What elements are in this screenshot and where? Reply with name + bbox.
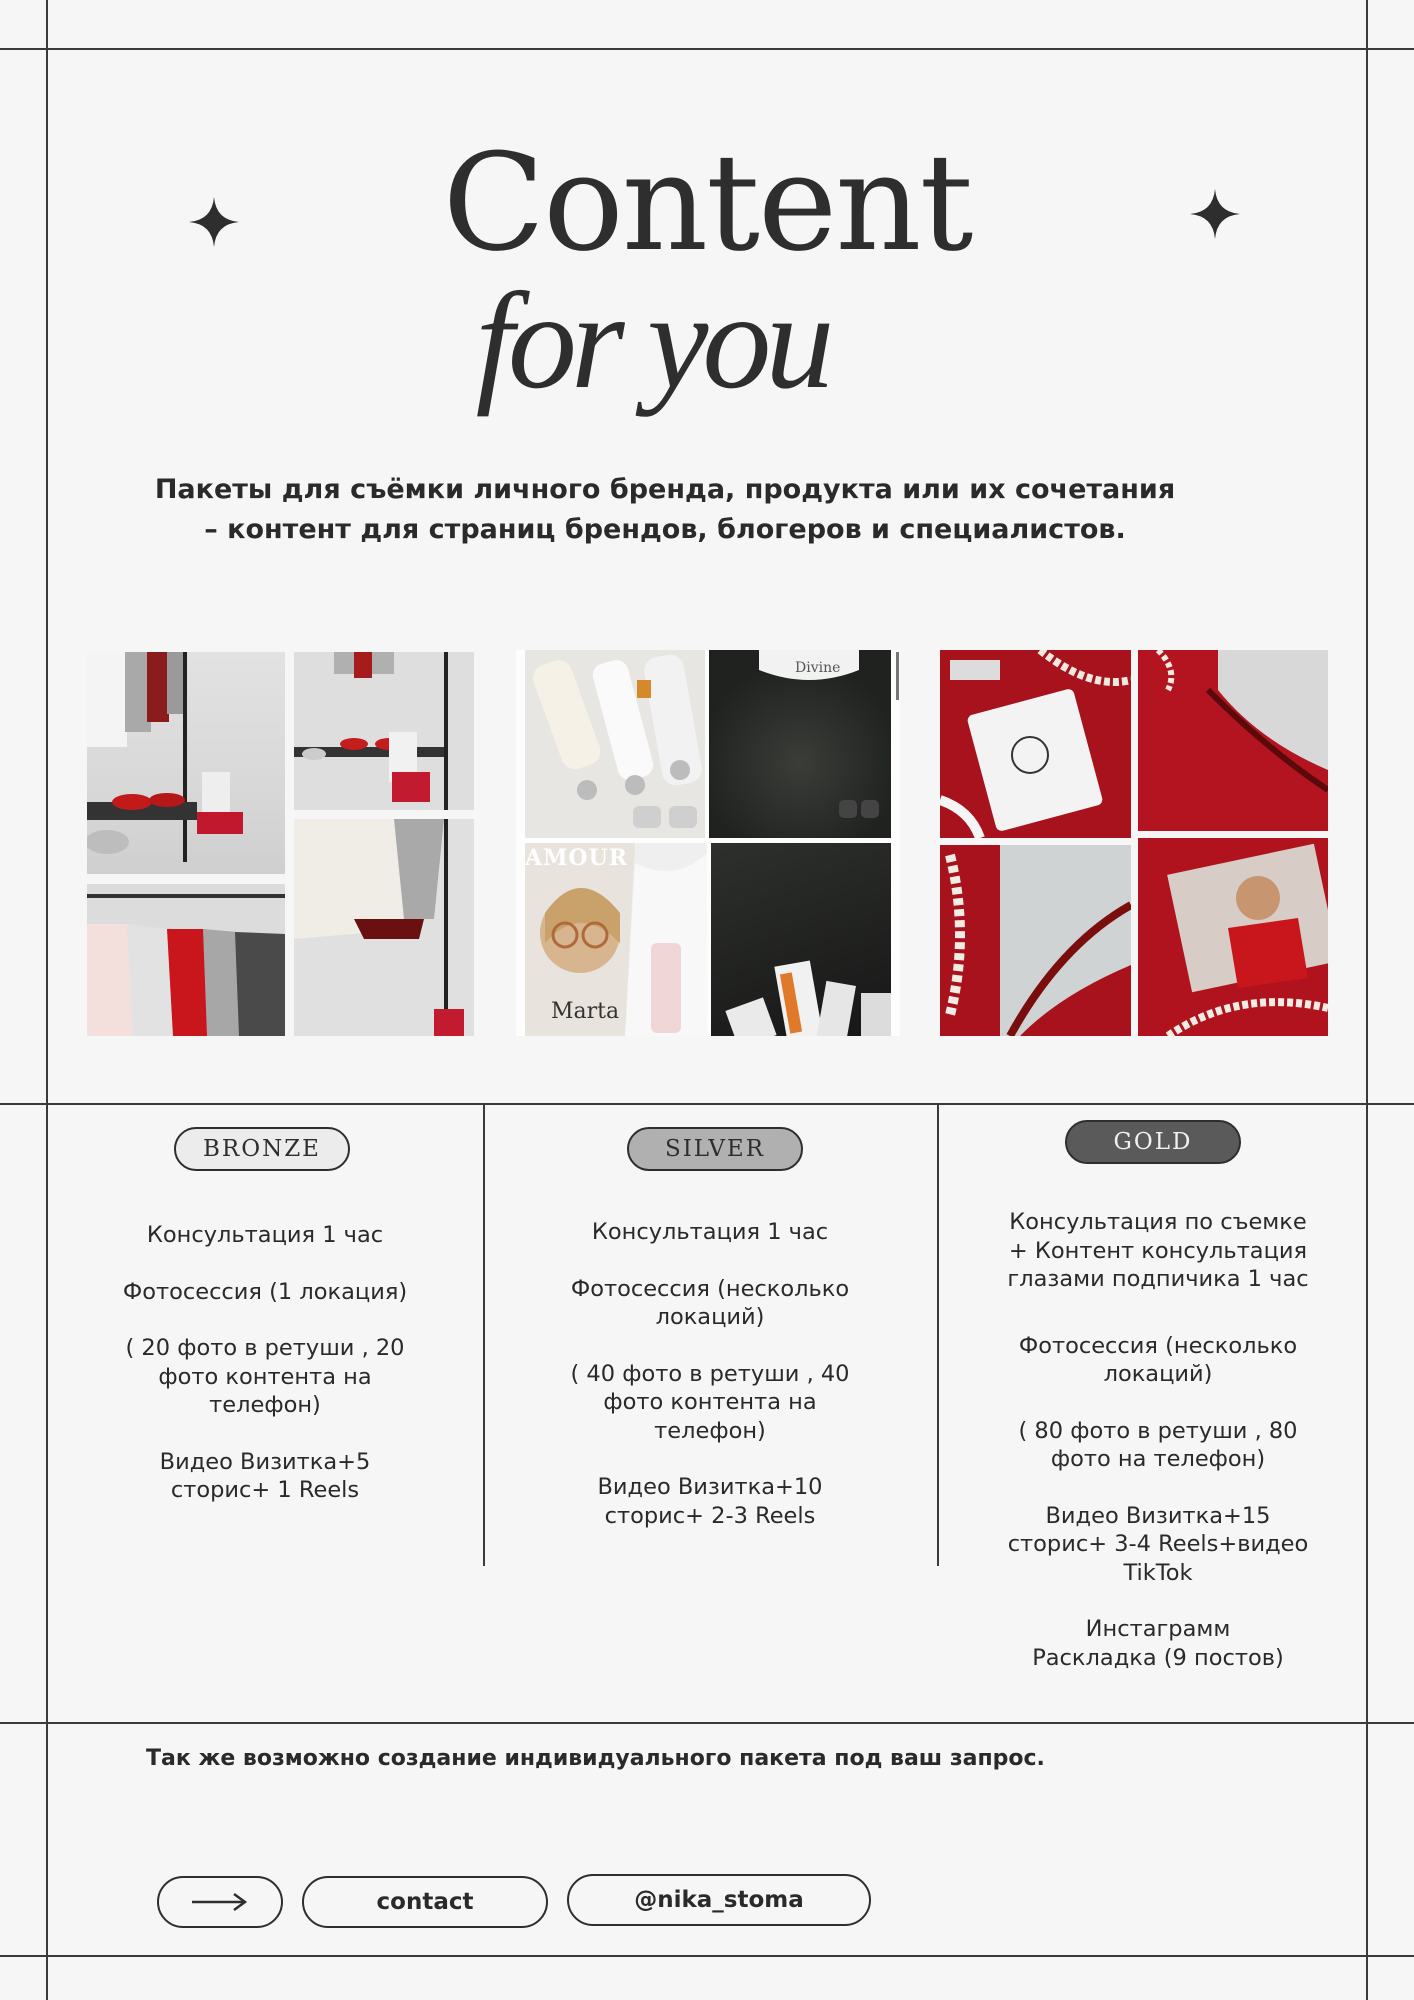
package-line: Видео Визитка+5 сторис+ 1 Reels [159, 1448, 371, 1503]
photo-dark-products [711, 843, 891, 1036]
package-line: Инстаграмм Раскладка (9 постов) [1032, 1616, 1284, 1671]
column-divider-2 [937, 1104, 939, 1566]
photo-hanging-clothes [87, 884, 285, 1036]
frame-line-bottom [0, 1955, 1414, 1957]
column-divider-1 [483, 1104, 485, 1566]
package-bronze-details [110, 1221, 420, 1533]
photo-rack-red-shoes [294, 652, 474, 810]
arrow-right-icon [192, 1892, 248, 1912]
instagram-handle-link[interactable]: @nika_stoma [567, 1874, 871, 1926]
badge-gold: GOLD [1065, 1120, 1241, 1164]
package-line: ( 40 фото в ретуши , 40 фото контента на телефон) [570, 1360, 850, 1444]
collage-red [940, 650, 1328, 1036]
photo-red-fabric-pearls [940, 845, 1131, 1036]
package-line: Консультация по съемке + Контент консультация глазами подпичика 1 час [1007, 1209, 1309, 1292]
photo-bottles-white [525, 650, 705, 838]
frame-line-top [0, 48, 1414, 50]
arrow-button[interactable] [157, 1876, 283, 1928]
package-line: ( 20 фото в ретуши , 20 фото контента на телефон) [125, 1335, 405, 1418]
contact-button[interactable]: contact [302, 1876, 548, 1928]
collage-cosmetics [516, 650, 900, 1036]
package-line: Видео Визитка+10 сторис+ 2-3 Reels [597, 1474, 823, 1529]
photo-red-bag [1138, 650, 1328, 831]
photo-magazine [525, 843, 707, 1036]
package-line: Фотосессия (1 локация) [122, 1278, 408, 1305]
frame-line-lower [0, 1722, 1414, 1724]
badge-silver: SILVER [627, 1127, 803, 1171]
photo-magazine-red [1138, 838, 1328, 1036]
magazine-name-text: Marta [551, 999, 620, 1024]
package-line: Видео Визитка+15 сторис+ 3-4 Reels+видео TikTok [1007, 1502, 1309, 1586]
photo-jar-moss [709, 650, 891, 838]
custom-package-note: Так же возможно создание индивидуального пакета под ваш запрос. [146, 1746, 1045, 1771]
photo-notebook-pearls [940, 650, 1131, 838]
bottle-label-text: Divine [795, 660, 841, 676]
photo-rack-shoes [87, 652, 285, 874]
package-line: Фотосессия (несколько локаций) [570, 1275, 850, 1330]
scroll-indicator [896, 652, 899, 700]
package-gold-details [1000, 1208, 1316, 1700]
collage-clothing-rack [87, 650, 475, 1036]
badge-bronze: BRONZE [174, 1127, 350, 1171]
title-content: Content [442, 125, 972, 281]
title-for-you: for you [475, 264, 829, 417]
photo-rack-jacket [294, 819, 474, 1036]
package-silver-details [550, 1218, 870, 1558]
magazine-title-text: AMOUR [525, 845, 629, 871]
package-line: ( 80 фото в ретуши , 80 фото на телефон) [1018, 1417, 1298, 1472]
package-line: Консультация 1 час [591, 1219, 829, 1245]
subtitle: Пакеты для съёмки личного бренда, продукта или их сочетания – контент для страниц брендов, блогеров и специалистов. [154, 474, 1176, 545]
package-line: Консультация 1 час [146, 1222, 384, 1248]
frame-line-mid [0, 1103, 1414, 1105]
package-line: Фотосессия (несколько локаций) [1018, 1332, 1298, 1387]
